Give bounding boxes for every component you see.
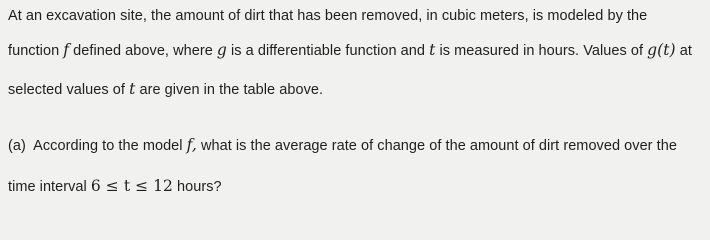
question-text: what is the average rate of change of the amount of dirt removed over the	[200, 138, 677, 154]
paragraph-line-3	[8, 80, 323, 98]
math-f: f	[63, 41, 70, 59]
paragraph-text: function	[8, 43, 60, 59]
math-t: t	[429, 41, 436, 59]
paragraph-text: at	[679, 43, 692, 59]
question-text: hours?	[177, 179, 222, 195]
paragraph-text: is measured in hours. Values of	[439, 43, 644, 59]
question-a-line-2	[8, 177, 222, 195]
paragraph-text: are given in the table above.	[139, 82, 324, 98]
paragraph-text: is a differentiable function and	[231, 43, 425, 59]
math-g-of-t: g(t)	[647, 41, 676, 59]
math-g: g	[216, 41, 227, 59]
math-interval: 6 ≤ t ≤ 12	[90, 177, 173, 195]
math-t: t	[129, 80, 136, 98]
question-text: According to the model	[33, 138, 183, 154]
question-a-line-1	[8, 136, 677, 154]
paragraph-text: defined above, where	[73, 43, 213, 59]
paragraph-line-2	[8, 41, 692, 59]
paragraph-line-1	[8, 8, 647, 24]
paragraph-text: At an excavation site, the amount of dirt that has been removed, in cubic meters, is modeled by the	[8, 8, 648, 24]
math-f: f,	[186, 136, 197, 154]
paragraph-text: selected values of	[8, 82, 125, 98]
question-text: time interval	[8, 179, 87, 195]
question-label: (a)	[8, 138, 26, 154]
